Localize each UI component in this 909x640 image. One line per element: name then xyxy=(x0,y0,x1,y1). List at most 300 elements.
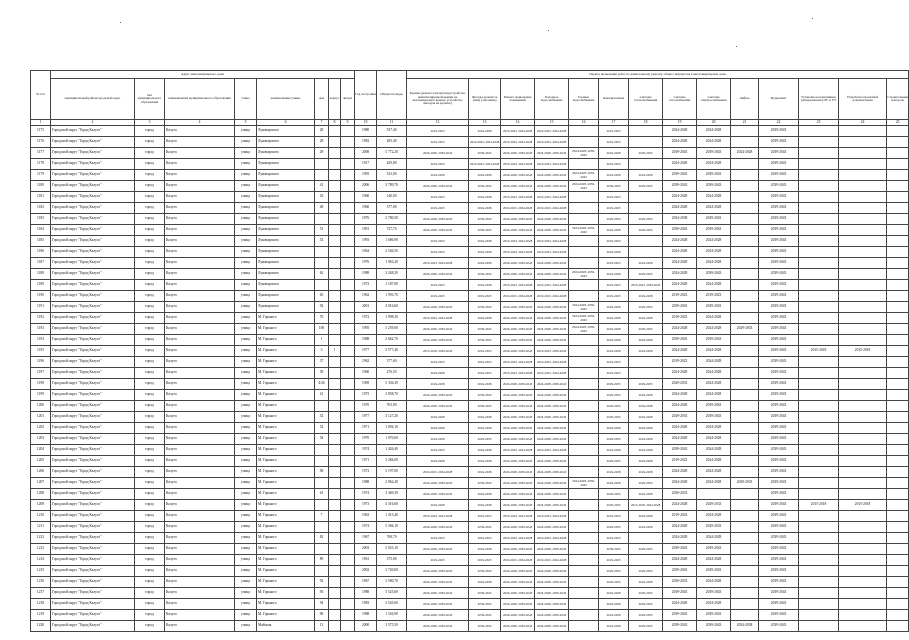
table-cell xyxy=(329,291,341,302)
table-row xyxy=(31,313,909,324)
table-cell: 2024-2028 xyxy=(663,346,697,357)
table-cell: Калуга xyxy=(165,533,235,544)
table-cell: 2029-2033 xyxy=(629,588,663,599)
table-cell xyxy=(887,357,909,368)
table-cell: 2019-2023, 2024-2028 xyxy=(407,511,469,522)
table-cell: 2019-2023 xyxy=(599,192,629,203)
table-cell: Городской округ "Город Калуга" xyxy=(51,302,135,313)
table-cell: 2019-2023, 2024-2028 xyxy=(501,126,535,137)
table-cell xyxy=(799,126,839,137)
table-cell: 1982 xyxy=(355,137,377,148)
table-cell xyxy=(329,621,341,632)
table-cell: 2019-2023 xyxy=(599,368,629,379)
table-cell: 1970 xyxy=(355,401,377,412)
table-cell: 2019-2023 xyxy=(599,555,629,566)
table-cell: 1179 xyxy=(31,170,51,181)
table-cell: Луначарского xyxy=(257,148,315,159)
table-cell: 2039-2043 xyxy=(759,170,799,181)
table-cell: 2024-2028 xyxy=(697,280,731,291)
table-cell: 2024-2028 xyxy=(469,489,501,500)
table-cell: 1181 xyxy=(31,192,51,203)
table-cell xyxy=(569,390,599,401)
table-cell xyxy=(731,577,759,588)
table-cell xyxy=(799,588,839,599)
table-cell: 2024-2028, 2039-2043 xyxy=(535,181,569,192)
table-cell: 2039-2043 xyxy=(663,610,697,621)
table-cell: 2029-2033 xyxy=(731,478,759,489)
table-cell xyxy=(569,511,599,522)
table-cell: 1185 xyxy=(31,236,51,247)
table-cell xyxy=(329,313,341,324)
col-year: Год постройки xyxy=(355,71,377,120)
table-cell: 2024-2028, 2039-2043 xyxy=(407,599,469,610)
table-cell: Городской округ "Город Калуга" xyxy=(51,346,135,357)
table-cell: 1961 xyxy=(355,555,377,566)
table-cell: Калуга xyxy=(165,379,235,390)
table-cell xyxy=(341,137,355,148)
table-cell xyxy=(629,247,663,258)
table-cell: 2019-2023 xyxy=(407,236,469,247)
table-cell xyxy=(569,368,599,379)
table-cell: 2024-2028 xyxy=(629,258,663,269)
table-cell xyxy=(799,335,839,346)
table-cell: 2024-2028, 2039-2043 xyxy=(569,313,599,324)
table-cell: Городской округ "Город Калуга" xyxy=(51,148,135,159)
table-cell: 1970 xyxy=(355,434,377,445)
table-cell: 2029-2033 xyxy=(629,148,663,159)
table-cell xyxy=(569,401,599,412)
table-cell xyxy=(799,390,839,401)
table-cell: 3 127,20 xyxy=(377,412,407,423)
table-cell xyxy=(887,621,909,632)
table-cell: 2024-2028, 2039-2043 xyxy=(501,456,535,467)
table-cell: 2024-2028, 2039-2043 xyxy=(535,599,569,610)
table-cell: улица xyxy=(235,478,257,489)
table-cell: 2015-2018 xyxy=(799,500,839,511)
table-cell: 1213 xyxy=(31,544,51,555)
table-cell xyxy=(329,544,341,555)
table-cell: 2024-2028 xyxy=(697,478,731,489)
table-cell: М. Горького xyxy=(257,599,315,610)
column-number: 18 xyxy=(629,120,663,126)
table-cell xyxy=(569,445,599,456)
table-cell: 2024-2028 xyxy=(697,555,731,566)
table-cell xyxy=(341,192,355,203)
table-cell: 2024-2028, 2039-2043 xyxy=(407,181,469,192)
table-cell xyxy=(315,214,329,225)
table-row xyxy=(31,368,909,379)
table-cell: 2000 xyxy=(355,621,377,632)
table-cell xyxy=(799,599,839,610)
table-cell: 1960 xyxy=(355,203,377,214)
table-cell: 2039-2043 xyxy=(469,214,501,225)
table-cell: 2024-2028 xyxy=(629,511,663,522)
table-cell: Калуга xyxy=(165,467,235,478)
table-cell: М. Горького xyxy=(257,489,315,500)
table-cell: 2024-2028 xyxy=(697,456,731,467)
table-cell: 2039-2043 xyxy=(663,302,697,313)
table-cell xyxy=(731,236,759,247)
table-cell: улица xyxy=(235,368,257,379)
table-cell xyxy=(341,478,355,489)
table-cell: 2039-2043 xyxy=(469,522,501,533)
table-cell xyxy=(731,423,759,434)
table-cell: 2029-2033 xyxy=(599,412,629,423)
col-metering: Установка коллективных (общедомовых) ПУ и УУ xyxy=(799,79,839,120)
table-cell: 2024-2028 xyxy=(697,533,731,544)
table-cell xyxy=(569,533,599,544)
table-cell: 2024-2028 xyxy=(469,192,501,203)
table-cell: улица xyxy=(235,390,257,401)
table-cell: 2039-2043 xyxy=(697,401,731,412)
table-cell xyxy=(731,390,759,401)
table-cell: 2024-2028 xyxy=(663,368,697,379)
table-cell: 1 094,10 xyxy=(377,423,407,434)
table-cell: 2024-2028 xyxy=(599,148,629,159)
table-cell xyxy=(569,258,599,269)
table-cell: 1988 xyxy=(355,335,377,346)
table-cell xyxy=(315,522,329,533)
table-cell: 2039-2043 xyxy=(759,291,799,302)
table-cell xyxy=(887,577,909,588)
table-cell xyxy=(839,379,887,390)
table-cell: 2019-2023 xyxy=(599,236,629,247)
table-cell xyxy=(629,555,663,566)
table-cell: 2029-2033 xyxy=(663,489,697,500)
table-cell xyxy=(731,544,759,555)
table-cell xyxy=(329,258,341,269)
table-cell: 2029-2033 xyxy=(599,577,629,588)
table-cell: 2019-2023 xyxy=(407,159,469,170)
table-cell: 92 xyxy=(315,577,329,588)
col-basement: Ремонт подвальных помещений xyxy=(501,79,535,120)
table-cell xyxy=(799,258,839,269)
table-cell: 2024-2028, 2039-2043 xyxy=(501,214,535,225)
table-cell: город xyxy=(135,566,165,577)
table-cell: 3 577,40 xyxy=(377,346,407,357)
table-cell: 2019-2023, 2024-2028 xyxy=(501,159,535,170)
table-cell: город xyxy=(135,159,165,170)
table-cell xyxy=(839,544,887,555)
table-cell: Калуга xyxy=(165,599,235,610)
table-cell: М. Горького xyxy=(257,346,315,357)
table-cell xyxy=(341,390,355,401)
table-cell: 2019-2023 xyxy=(599,203,629,214)
table-cell: улица xyxy=(235,357,257,368)
table-cell: город xyxy=(135,126,165,137)
table-cell: 2024-2028 xyxy=(469,258,501,269)
table-cell: улица xyxy=(235,533,257,544)
table-cell: 2019-2023, 2024-2028 xyxy=(501,533,535,544)
table-cell: 2024-2028, 2039-2043 xyxy=(407,214,469,225)
table-cell: 2019-2023, 2024-2028 xyxy=(501,291,535,302)
table-cell: 2039-2043 xyxy=(759,456,799,467)
table-cell: 7 xyxy=(315,511,329,522)
table-cell: 2024-2028, 2039-2043 xyxy=(407,577,469,588)
table-cell: 2024-2028, 2039-2043 xyxy=(501,401,535,412)
table-cell: 2024-2028, 2039-2043 xyxy=(407,588,469,599)
table-cell: 2024-2028 xyxy=(599,588,629,599)
table-cell: 52 xyxy=(315,412,329,423)
table-cell: 2039-2043 xyxy=(759,214,799,225)
table-cell xyxy=(799,269,839,280)
table-cell xyxy=(839,522,887,533)
table-cell xyxy=(887,368,909,379)
table-cell: 2019-2023, 2024-2028 xyxy=(535,555,569,566)
table-cell: 1197 xyxy=(31,368,51,379)
table-cell xyxy=(799,511,839,522)
table-cell: 2024-2028 xyxy=(599,599,629,610)
table-cell: 2024-2028 xyxy=(469,280,501,291)
table-cell: 1 070,60 xyxy=(377,434,407,445)
table-cell: 2039-2043 xyxy=(697,214,731,225)
table-cell: Луначарского xyxy=(257,192,315,203)
table-cell: 2024-2028, 2039-2043 xyxy=(501,544,535,555)
table-cell xyxy=(329,577,341,588)
table-cell: М. Горького xyxy=(257,423,315,434)
table-cell xyxy=(799,225,839,236)
table-cell: 2024-2028 xyxy=(697,511,731,522)
table-cell: 2024-2028 xyxy=(469,247,501,258)
table-cell: 2024-2028, 2039-2043 xyxy=(569,324,599,335)
table-cell xyxy=(341,566,355,577)
table-cell xyxy=(329,192,341,203)
table-cell: 4 316,60 xyxy=(377,500,407,511)
table-cell: 2024-2028 xyxy=(407,456,469,467)
table-cell: 2024-2028, 2039-2043 xyxy=(535,467,569,478)
table-cell: 2024-2028 xyxy=(599,335,629,346)
table-cell: 2019-2023, 2024-2028 xyxy=(501,137,535,148)
table-cell: М. Горького xyxy=(257,324,315,335)
table-cell: 2024-2028 xyxy=(599,346,629,357)
table-cell: 2039-2043 xyxy=(759,225,799,236)
table-cell xyxy=(731,126,759,137)
table-cell: 1988 xyxy=(355,610,377,621)
table-cell: Городской округ "Город Калуга" xyxy=(51,599,135,610)
table-cell: 2024-2028, 2039-2043 xyxy=(501,269,535,280)
table-cell: 82 xyxy=(315,533,329,544)
table-cell xyxy=(731,445,759,456)
table-cell: 1 xyxy=(329,346,341,357)
table-cell: улица xyxy=(235,555,257,566)
table-cell: 2019-2023 xyxy=(407,203,469,214)
table-cell: 2024-2028, 2039-2043 xyxy=(407,478,469,489)
table-cell: 2029-2033 xyxy=(663,379,697,390)
table-cell: 2039-2043 xyxy=(759,599,799,610)
table-cell: город xyxy=(135,412,165,423)
table-cell xyxy=(839,357,887,368)
table-cell: улица xyxy=(235,137,257,148)
table-cell xyxy=(569,203,599,214)
table-cell: 2039-2043 xyxy=(697,302,731,313)
table-cell xyxy=(799,544,839,555)
table-cell: Калуга xyxy=(165,258,235,269)
table-cell: Калуга xyxy=(165,137,235,148)
table-cell: 2 962,40 xyxy=(377,478,407,489)
column-number: 22 xyxy=(759,120,799,126)
table-cell: 2024-2028 xyxy=(663,599,697,610)
table-cell xyxy=(799,148,839,159)
table-cell xyxy=(887,522,909,533)
table-cell xyxy=(839,511,887,522)
table-cell: 2039-2043 xyxy=(759,588,799,599)
table-cell: Городской округ "Город Калуга" xyxy=(51,610,135,621)
table-cell xyxy=(839,236,887,247)
table-cell xyxy=(569,621,599,632)
table-cell: 2024-2028 xyxy=(663,280,697,291)
table-cell: 2024-2028 xyxy=(599,225,629,236)
table-cell: 2024-2028 xyxy=(663,434,697,445)
table-cell: 2024-2028 xyxy=(469,456,501,467)
table-cell: 1988 xyxy=(355,269,377,280)
table-cell: 1995 xyxy=(355,324,377,335)
table-row xyxy=(31,126,909,137)
table-cell xyxy=(799,445,839,456)
table-cell xyxy=(315,247,329,258)
table-cell xyxy=(329,137,341,148)
table-cell xyxy=(731,346,759,357)
table-cell: город xyxy=(135,467,165,478)
table-cell: 1 993,70 xyxy=(377,291,407,302)
table-row xyxy=(31,236,909,247)
table-cell: 58 xyxy=(315,467,329,478)
table-cell xyxy=(329,214,341,225)
table-cell: 1200 xyxy=(31,401,51,412)
table-cell: Городской округ "Город Калуга" xyxy=(51,511,135,522)
table-cell: Городской округ "Город Калуга" xyxy=(51,379,135,390)
table-row xyxy=(31,170,909,181)
table-cell: улица xyxy=(235,214,257,225)
table-cell: 2034-2038 xyxy=(731,621,759,632)
address-group-header: Адрес многоквартирного дома xyxy=(51,71,355,79)
table-cell: 2019-2023 xyxy=(407,445,469,456)
table-cell: 5 336,30 xyxy=(377,379,407,390)
table-cell: 1196 xyxy=(31,357,51,368)
table-cell: 2024-2028 xyxy=(629,522,663,533)
table-cell: Луначарского xyxy=(257,258,315,269)
table-cell xyxy=(629,159,663,170)
table-cell: 2024-2028, 2039-2043 xyxy=(501,423,535,434)
table-cell xyxy=(839,599,887,610)
table-cell: 2039-2043 xyxy=(759,500,799,511)
table-cell: Городской округ "Город Калуга" xyxy=(51,401,135,412)
table-cell: 2024-2028 xyxy=(697,236,731,247)
table-cell: 2029-2033 xyxy=(599,500,629,511)
table-cell xyxy=(569,456,599,467)
table-cell: улица xyxy=(235,148,257,159)
table-cell: Городской округ "Город Калуга" xyxy=(51,412,135,423)
table-cell: М. Горького xyxy=(257,357,315,368)
table-cell: 2039-2043 xyxy=(697,181,731,192)
table-cell: 2015-2018, 2039-2043 xyxy=(407,346,469,357)
table-cell: 51 xyxy=(315,225,329,236)
table-cell: город xyxy=(135,280,165,291)
table-cell xyxy=(731,280,759,291)
table-cell: 2024-2028, 2039-2043 xyxy=(501,577,535,588)
table-cell: 2019-2023 xyxy=(599,357,629,368)
table-cell xyxy=(731,247,759,258)
column-number: 19 xyxy=(663,120,697,126)
table-row xyxy=(31,346,909,357)
table-cell: 2024-2028, 2039-2043 xyxy=(407,610,469,621)
table-cell: 2019-2023, 2024-2028 xyxy=(469,137,501,148)
table-cell: 2024-2028 xyxy=(599,423,629,434)
table-cell xyxy=(569,346,599,357)
table-cell: город xyxy=(135,258,165,269)
column-number: 12 xyxy=(407,120,469,126)
table-cell: 2039-2043 xyxy=(469,599,501,610)
table-cell xyxy=(799,610,839,621)
table-cell xyxy=(731,522,759,533)
table-cell: улица xyxy=(235,181,257,192)
table-cell: 1972 xyxy=(355,467,377,478)
col-drainage: Канализование xyxy=(599,79,629,120)
table-cell: город xyxy=(135,137,165,148)
table-cell xyxy=(569,555,599,566)
table-cell: город xyxy=(135,588,165,599)
table-cell: город xyxy=(135,313,165,324)
table-cell xyxy=(329,126,341,137)
table-cell: 2024-2028, 2039-2043 xyxy=(501,588,535,599)
table-cell: Городской округ "Город Калуга" xyxy=(51,467,135,478)
table-cell: Калуга xyxy=(165,357,235,368)
table-cell: 2019-2023 xyxy=(599,159,629,170)
table-cell xyxy=(329,148,341,159)
table-cell: 2024-2028 xyxy=(663,247,697,258)
table-cell xyxy=(887,203,909,214)
table-cell: 2039-2043 xyxy=(469,478,501,489)
table-cell: 2 546,50 xyxy=(377,247,407,258)
table-cell: 2039-2043 xyxy=(469,390,501,401)
table-cell: Городской округ "Город Калуга" xyxy=(51,181,135,192)
table-cell: 2024-2028, 2039-2043 xyxy=(407,148,469,159)
table-cell: 2039-2043 xyxy=(697,170,731,181)
table-cell xyxy=(731,313,759,324)
table-cell: улица xyxy=(235,621,257,632)
table-cell xyxy=(315,456,329,467)
table-cell: 2024-2028, 2039-2043 xyxy=(407,225,469,236)
table-cell: 2039-2043 xyxy=(759,489,799,500)
table-cell: М. Горького xyxy=(257,335,315,346)
table-cell: 763,90 xyxy=(377,401,407,412)
table-cell xyxy=(329,236,341,247)
table-row xyxy=(31,137,909,148)
table-cell xyxy=(341,225,355,236)
table-cell: Калуга xyxy=(165,522,235,533)
table-cell xyxy=(329,401,341,412)
table-cell: 2039-2043 xyxy=(759,555,799,566)
table-cell: улица xyxy=(235,401,257,412)
table-cell: 2029-2033 xyxy=(469,434,501,445)
col-control: Строительный контроль xyxy=(887,79,909,120)
table-cell: 2024-2028 xyxy=(663,126,697,137)
table-cell: 2019-2023 xyxy=(407,192,469,203)
table-cell: Городской округ "Город Калуга" xyxy=(51,489,135,500)
table-row xyxy=(31,456,909,467)
table-cell: 2039-2043 xyxy=(759,423,799,434)
table-row xyxy=(31,566,909,577)
table-cell: 2024-2028, 2039-2043 xyxy=(535,225,569,236)
table-row xyxy=(31,467,909,478)
table-cell: Калуга xyxy=(165,148,235,159)
table-cell xyxy=(315,159,329,170)
table-cell: 2024-2028 xyxy=(697,467,731,478)
table-cell xyxy=(329,159,341,170)
table-cell xyxy=(887,247,909,258)
table-cell: город xyxy=(135,577,165,588)
table-cell xyxy=(329,555,341,566)
table-cell xyxy=(341,313,355,324)
